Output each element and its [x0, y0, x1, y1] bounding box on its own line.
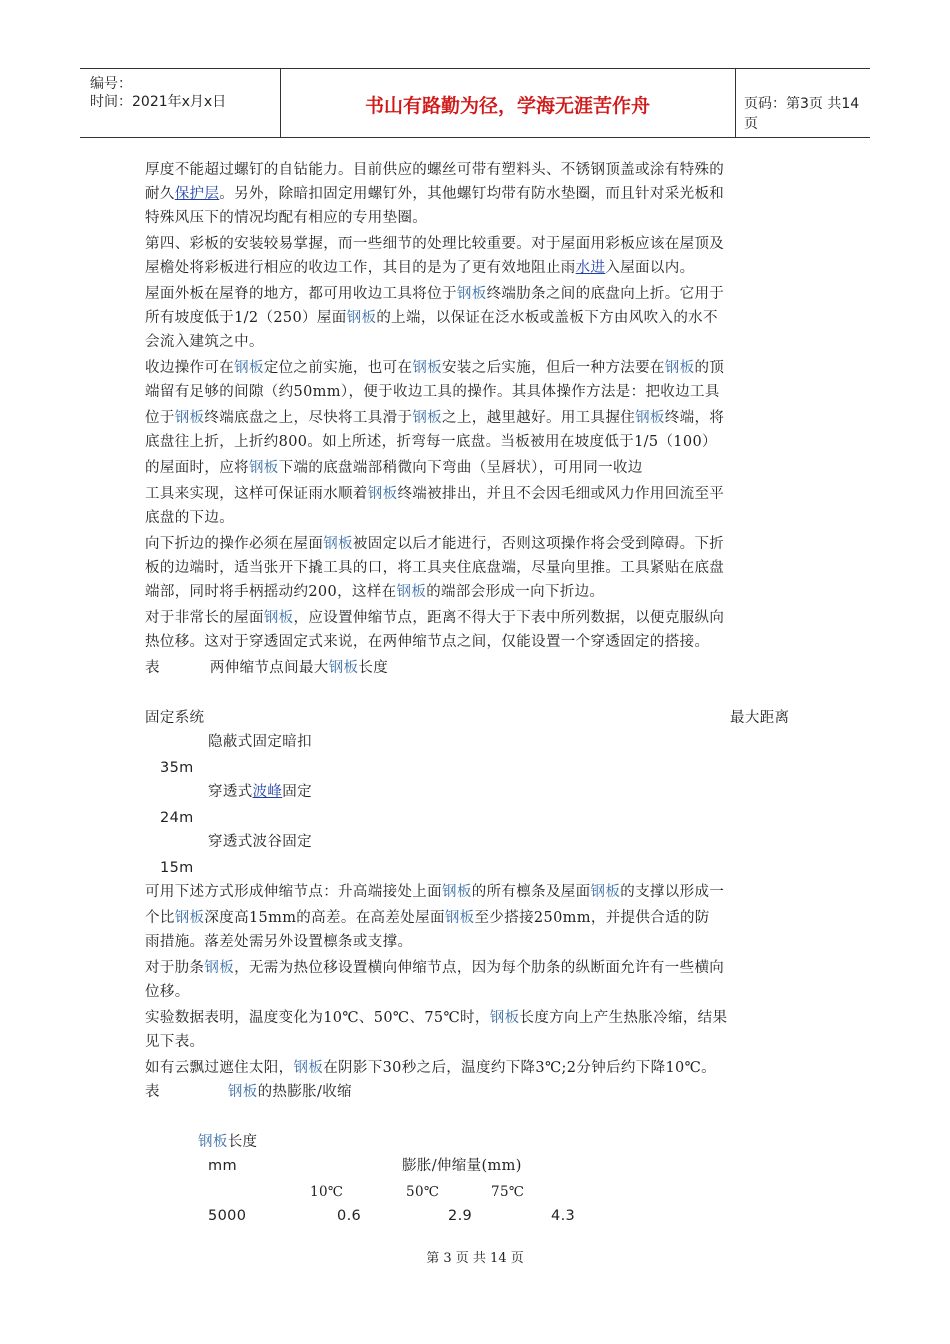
header-time: 时间：2021年x月x日 [90, 94, 227, 110]
table1-row-label: 隐蔽式固定暗扣 [208, 734, 312, 750]
table2-caption: 表 钢板的热膨胀/收缩 [145, 1084, 352, 1100]
body-line: 板的边端时，适当张开下撬工具的口，将工具夹住底盘端，尽量向里推。工具紧贴在底盘 [145, 560, 725, 576]
link-water-ingress[interactable]: 水进 [575, 260, 606, 276]
body-line: 工具来实现，这样可保证雨水顺着钢板终端被排出，并且不会因毛细或风力作用回流至平 [145, 486, 725, 502]
table1-row-value: 35m [160, 760, 194, 776]
body-line: 的屋面时，应将钢板下端的底盘端部稍微向下弯曲（呈唇状），可用同一收边 [145, 460, 643, 476]
page-footer: 第 3 页 共 14 页 [426, 1251, 524, 1266]
body-line: 向下折边的操作必须在屋面钢板被固定以后才能进行，否则这项操作将会受到障碍。下折 [145, 536, 725, 552]
body-line: 实验数据表明，温度变化为10℃、50℃、75℃时，钢板长度方向上产生热胀冷缩，结果 [145, 1010, 728, 1026]
table2-temp-50: 50℃ [406, 1184, 440, 1200]
body-line: 位于钢板终端底盘之上，尽快将工具滑于钢板之上，越里越好。用工具握住钢板终端，将 [145, 410, 725, 426]
header-right-cell [736, 69, 870, 137]
table2-header-expansion: 膨胀/伸缩量(mm) [402, 1158, 522, 1174]
header-left-cell [80, 69, 281, 137]
table1-caption: 表 两伸缩节点间最大钢板长度 [145, 660, 389, 676]
body-line: 底盘的下边。 [145, 510, 235, 526]
table2-cell-length: 5000 [208, 1208, 247, 1224]
table2-cell-10: 0.6 [337, 1208, 362, 1224]
body-line: 屋面外板在屋脊的地方，都可用收边工具将位于钢板终端肋条之间的底盘向上折。它用于 [145, 286, 725, 302]
body-line: 对于非常长的屋面钢板，应设置伸缩节点，距离不得大于下表中所列数据，以便克服纵向 [145, 610, 725, 626]
link-protective-layer[interactable]: 保护层 [174, 186, 220, 202]
body-line: 热位移。这对于穿透固定式来说，在两伸缩节点之间，仅能设置一个穿透固定的搭接。 [145, 634, 710, 650]
body-line: 位移。 [145, 984, 190, 1000]
table1-row-value: 24m [160, 810, 194, 826]
body-line: 第四、彩板的安装较易掌握，而一些细节的处理比较重要。对于屋面用彩板应该在屋顶及 [145, 236, 725, 252]
table1-row-value: 15m [160, 860, 194, 876]
table2-temp-75: 75℃ [491, 1184, 525, 1200]
body-line: 可用下述方式形成伸缩节点：升高端接处上面钢板的所有檩条及屋面钢板的支撑以形成一 [145, 884, 725, 900]
header-number: 编号： [90, 76, 132, 92]
body-line: 端部，同时将手柄摇动约200，这样在钢板的端部会形成一向下折边。 [145, 584, 605, 600]
body-line: 个比钢板深度高15mm的高差。在高差处屋面钢板至少搭接250mm，并提供合适的防 [145, 910, 710, 926]
body-line: 所有坡度低于1/2（250）屋面钢板的上端，以保证在泛水板或盖板下方由风吹入的水不 [145, 310, 718, 326]
body-line: 对于肋条钢板，无需为热位移设置横向伸缩节点，因为每个肋条的纵断面允许有一些横向 [145, 960, 725, 976]
table2-cell-75: 4.3 [551, 1208, 576, 1224]
body-line: 雨措施。落差处需另外设置檩条或支撑。 [145, 934, 413, 950]
table1-header-system: 固定系统 [145, 710, 205, 726]
body-line: 如有云飘过遮住太阳，钢板在阴影下30秒之后，温度约下降3℃;2分钟后约下降10℃。 [145, 1060, 717, 1076]
body-line: 特殊风压下的情况均配有相应的专用垫圈。 [145, 210, 428, 226]
table2-cell-50: 2.9 [448, 1208, 473, 1224]
table1-row-label: 穿透式波谷固定 [208, 834, 312, 850]
header-table [80, 68, 870, 138]
link-wave-crest[interactable]: 波峰 [252, 784, 283, 800]
body-line: 会流入建筑之中。 [145, 334, 264, 350]
header-middle-cell [280, 69, 736, 137]
header-motto: 书山有路勤为径，学海无涯苦作舟 [364, 95, 650, 117]
table1-row-label: 穿透式波峰固定 [208, 784, 312, 800]
header-page: 页码：第3页 共14页 [744, 96, 860, 132]
table2-temp-10: 10℃ [310, 1184, 344, 1200]
table1-header-distance: 最大距离 [730, 710, 790, 726]
body-line: 底盘往上折，上折约800。如上所述，折弯每一底盘。当板被用在坡度低于1/5（100） [145, 434, 717, 450]
table2-header-length: 钢板长度 [198, 1134, 258, 1150]
body-line: 端留有足够的间隙（约50mm），便于收边工具的操作。其具体操作方法是：把收边工具 [145, 384, 720, 400]
table2-header-unit: mm [208, 1158, 237, 1174]
body-line: 厚度不能超过螺钉的自钻能力。目前供应的螺丝可带有塑料头、不锈钢顶盖或涂有特殊的 [145, 162, 725, 178]
body-line: 收边操作可在钢板定位之前实施，也可在钢板安装之后实施，但后一种方法要在钢板的顶 [145, 360, 725, 376]
body-line: 屋檐处将彩板进行相应的收边工作，其目的是为了更有效地阻止雨水进入屋面以内。 [145, 260, 695, 276]
body-line: 耐久保护层。另外，除暗扣固定用螺钉外，其他螺钉均带有防水垫圈，而且针对采光板和 [145, 186, 725, 202]
body-line: 见下表。 [145, 1034, 205, 1050]
